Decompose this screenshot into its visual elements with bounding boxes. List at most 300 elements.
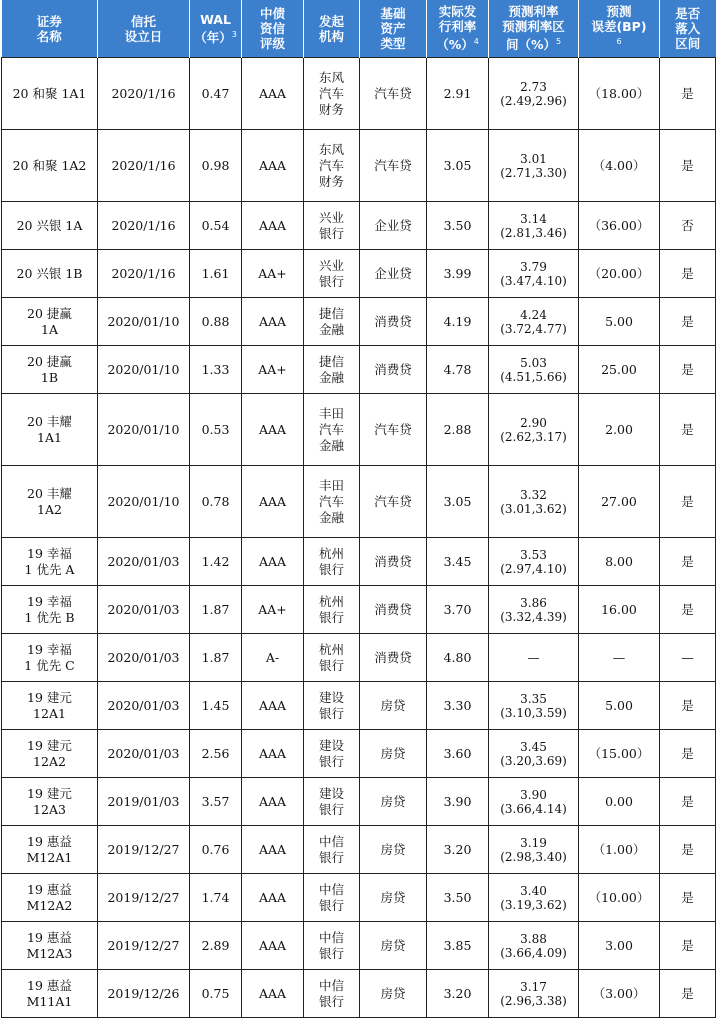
rating-cell — [242, 922, 304, 970]
actual-rate-text: 3.70 — [443, 601, 472, 617]
error-cell — [579, 466, 660, 538]
rating-text: AAA — [258, 745, 287, 761]
asset-type-cell — [360, 298, 427, 346]
forecast-rate-value: 3.40 — [520, 883, 547, 898]
wal-cell — [190, 394, 242, 466]
asset-type-cell — [360, 346, 427, 394]
actual-rate-text: 2.88 — [443, 421, 472, 437]
forecast-cell — [489, 538, 579, 586]
issuer-cell — [304, 826, 360, 874]
security-name-text: 20 兴银 1A — [16, 217, 83, 233]
issuer-text: 东风 汽车 财务 — [318, 69, 344, 117]
forecast-range-value: (3.66,4.09) — [500, 945, 567, 960]
error-text: 5.00 — [605, 313, 633, 329]
forecast-rate-value: 3.45 — [520, 739, 547, 754]
actual-rate-cell — [427, 826, 489, 874]
forecast-range-value: (3.32,4.39) — [500, 609, 567, 624]
table-row — [2, 730, 716, 778]
issuer-cell — [304, 634, 360, 682]
forecast-range-value: (2.71,3.30) — [500, 165, 567, 180]
forecast-range-value: (2.98,3.40) — [500, 849, 567, 864]
wal-cell — [190, 346, 242, 394]
security-name-text: 20 兴银 1B — [16, 265, 83, 281]
asset-type-cell — [360, 874, 427, 922]
in-range-text: 是 — [681, 745, 694, 761]
trust-date-cell — [98, 682, 190, 730]
in-range-text: 是 — [681, 889, 694, 905]
asset-type-text: 房贷 — [380, 793, 406, 809]
forecast-rate-value: 3.14 — [520, 211, 547, 226]
error-text: 25.00 — [601, 361, 637, 377]
forecast-cell — [489, 778, 579, 826]
in-range-cell — [660, 970, 716, 1018]
trust-date-text: 2020/1/16 — [111, 85, 176, 101]
security-name-cell — [2, 250, 98, 298]
security-name-cell — [2, 586, 98, 634]
actual-rate-cell — [427, 682, 489, 730]
actual-rate-text: 3.20 — [443, 985, 472, 1001]
issuer-text: 兴业 银行 — [318, 209, 344, 241]
security-name-cell — [2, 634, 98, 682]
table-row — [2, 130, 716, 202]
trust-date-text: 2019/12/27 — [107, 889, 180, 905]
error-cell — [579, 58, 660, 130]
rating-text: AAA — [258, 937, 287, 953]
wal-cell — [190, 586, 242, 634]
asset-type-text: 房贷 — [380, 841, 406, 857]
in-range-cell — [660, 874, 716, 922]
forecast-cell — [489, 130, 579, 202]
actual-rate-cell — [427, 970, 489, 1018]
issuer-text: 建设 银行 — [318, 785, 344, 817]
asset-type-cell — [360, 130, 427, 202]
trust-date-text: 2020/01/03 — [107, 745, 180, 761]
rating-cell — [242, 586, 304, 634]
in-range-cell — [660, 58, 716, 130]
forecast-rate-value: 2.90 — [520, 415, 547, 430]
actual-rate-cell — [427, 922, 489, 970]
issuer-text: 中信 银行 — [318, 881, 344, 913]
error-cell — [579, 778, 660, 826]
actual-rate-text: 3.50 — [443, 217, 472, 233]
table-row — [2, 634, 716, 682]
rating-text: AAA — [258, 421, 287, 437]
rating-cell — [242, 538, 304, 586]
in-range-cell — [660, 202, 716, 250]
rating-cell — [242, 970, 304, 1018]
trust-date-cell — [98, 970, 190, 1018]
security-name-text: 20 和聚 1A1 — [12, 85, 87, 101]
table-row — [2, 826, 716, 874]
forecast-cell — [489, 466, 579, 538]
security-name-text: 19 惠益 M12A2 — [26, 881, 73, 913]
header-actual-rate: 实际发 行利率 （%）$^4$ — [427, 0, 489, 58]
header-wal: WAL （年）$^3$ — [190, 0, 242, 58]
issuer-text: 杭州 银行 — [318, 641, 344, 673]
security-name-cell — [2, 466, 98, 538]
asset-type-cell — [360, 586, 427, 634]
wal-cell — [190, 130, 242, 202]
forecast-rate-value: — — [527, 650, 540, 665]
asset-type-text: 汽车贷 — [374, 85, 412, 101]
forecast-rate-value: 3.01 — [520, 151, 547, 166]
in-range-cell — [660, 922, 716, 970]
wal-cell — [190, 922, 242, 970]
in-range-text: 是 — [681, 985, 694, 1001]
error-cell — [579, 250, 660, 298]
wal-text: 0.78 — [201, 493, 230, 509]
rating-text: AAA — [258, 841, 287, 857]
forecast-rate-value: 3.86 — [520, 595, 547, 610]
table-row — [2, 682, 716, 730]
forecast-cell — [489, 730, 579, 778]
issuer-text: 建设 银行 — [318, 737, 344, 769]
actual-rate-text: 3.85 — [443, 937, 472, 953]
table-row — [2, 538, 716, 586]
wal-cell — [190, 730, 242, 778]
forecast-cell — [489, 634, 579, 682]
rating-text: AAA — [258, 889, 287, 905]
rating-text: AAA — [258, 793, 287, 809]
trust-date-cell — [98, 202, 190, 250]
trust-date-cell — [98, 634, 190, 682]
table-row — [2, 298, 716, 346]
asset-type-cell — [360, 634, 427, 682]
issuer-cell — [304, 58, 360, 130]
security-name-text: 20 捷赢 1A — [27, 305, 72, 337]
issuer-cell — [304, 730, 360, 778]
rating-cell — [242, 466, 304, 538]
actual-rate-cell — [427, 466, 489, 538]
issuer-cell — [304, 346, 360, 394]
actual-rate-text: 3.60 — [443, 745, 472, 761]
security-name-cell — [2, 202, 98, 250]
trust-date-text: 2020/1/16 — [111, 157, 176, 173]
asset-type-text: 房贷 — [380, 985, 406, 1001]
trust-date-text: 2020/1/16 — [111, 217, 176, 233]
asset-type-cell — [360, 778, 427, 826]
actual-rate-cell — [427, 730, 489, 778]
asset-type-text: 房贷 — [380, 745, 406, 761]
rating-cell — [242, 826, 304, 874]
issuer-text: 中信 银行 — [318, 977, 344, 1009]
issuer-cell — [304, 394, 360, 466]
error-text: （1.00） — [592, 841, 646, 857]
error-text: 5.00 — [605, 697, 633, 713]
issuer-text: 建设 银行 — [318, 689, 344, 721]
wal-text: 0.47 — [201, 85, 230, 101]
issuer-text: 丰田 汽车 金融 — [318, 405, 344, 453]
actual-rate-text: 3.20 — [443, 841, 472, 857]
error-text: — — [612, 649, 626, 665]
wal-text: 1.74 — [201, 889, 230, 905]
rating-text: AAA — [258, 217, 287, 233]
table-row — [2, 970, 716, 1018]
actual-rate-cell — [427, 634, 489, 682]
security-name-text: 19 惠益 M12A3 — [26, 929, 73, 961]
wal-cell — [190, 466, 242, 538]
rating-cell — [242, 394, 304, 466]
footnote-6: 6 — [616, 37, 622, 47]
asset-type-cell — [360, 682, 427, 730]
forecast-range-value: (4.51,5.66) — [500, 369, 567, 384]
wal-cell — [190, 298, 242, 346]
rating-text: AA+ — [258, 265, 287, 281]
in-range-text: 是 — [681, 421, 694, 437]
trust-date-cell — [98, 538, 190, 586]
issuer-cell — [304, 682, 360, 730]
header-rating: 中债 资信 评级 — [242, 0, 304, 58]
issuer-cell — [304, 250, 360, 298]
issuer-text: 兴业 银行 — [318, 257, 344, 289]
wal-cell — [190, 58, 242, 130]
security-name-cell — [2, 826, 98, 874]
header-row — [2, 0, 716, 58]
wal-text: 2.56 — [201, 745, 230, 761]
rating-text: AAA — [258, 697, 287, 713]
asset-type-text: 消费贷 — [374, 601, 412, 617]
issuer-cell — [304, 586, 360, 634]
wal-cell — [190, 250, 242, 298]
rating-cell — [242, 730, 304, 778]
header-issuer: 发起 机构 — [304, 0, 360, 58]
security-name-cell — [2, 394, 98, 466]
issuer-text: 东风 汽车 财务 — [318, 141, 344, 189]
in-range-cell — [660, 346, 716, 394]
in-range-text: — — [681, 649, 694, 665]
wal-text: 0.98 — [201, 157, 230, 173]
security-name-cell — [2, 298, 98, 346]
table-row — [2, 346, 716, 394]
wal-text: 1.33 — [201, 361, 230, 377]
rating-text: AAA — [258, 493, 287, 509]
error-text: （10.00） — [588, 889, 650, 905]
forecast-cell — [489, 922, 579, 970]
security-name-cell — [2, 538, 98, 586]
forecast-rate-value: 2.73 — [520, 79, 547, 94]
in-range-text: 是 — [681, 493, 694, 509]
table-row — [2, 778, 716, 826]
wal-text: 0.88 — [201, 313, 230, 329]
security-name-cell — [2, 874, 98, 922]
trust-date-text: 2020/01/10 — [107, 361, 180, 377]
error-cell — [579, 826, 660, 874]
in-range-cell — [660, 466, 716, 538]
in-range-cell — [660, 826, 716, 874]
security-name-cell — [2, 346, 98, 394]
header-in-range: 是否 落入 区间 — [660, 0, 716, 58]
in-range-text: 是 — [681, 265, 694, 281]
wal-cell — [190, 202, 242, 250]
actual-rate-cell — [427, 538, 489, 586]
asset-type-cell — [360, 466, 427, 538]
in-range-cell — [660, 130, 716, 202]
trust-date-text: 2020/01/10 — [107, 421, 180, 437]
table-row — [2, 250, 716, 298]
error-text: 16.00 — [601, 601, 637, 617]
asset-type-cell — [360, 538, 427, 586]
actual-rate-cell — [427, 58, 489, 130]
actual-rate-cell — [427, 130, 489, 202]
trust-date-cell — [98, 586, 190, 634]
error-text: 2.00 — [605, 421, 633, 437]
asset-type-cell — [360, 58, 427, 130]
security-name-text: 19 建元 12A3 — [27, 785, 72, 817]
forecast-range-value: (3.10,3.59) — [500, 705, 567, 720]
forecast-cell — [489, 970, 579, 1018]
header-forecast-rate: 预测利率 预测利率区 间（%）$^5$ — [489, 0, 579, 58]
asset-type-text: 房贷 — [380, 937, 406, 953]
forecast-range-value: (3.66,4.14) — [500, 801, 567, 816]
wal-text: 3.57 — [201, 793, 230, 809]
actual-rate-cell — [427, 202, 489, 250]
error-cell — [579, 730, 660, 778]
rating-text: AA+ — [258, 601, 287, 617]
error-text: （20.00） — [588, 265, 650, 281]
rating-cell — [242, 778, 304, 826]
asset-type-cell — [360, 250, 427, 298]
forecast-cell — [489, 682, 579, 730]
security-name-text: 19 惠益 M11A1 — [26, 977, 73, 1009]
forecast-table — [1, 0, 716, 1018]
asset-type-text: 企业贷 — [374, 217, 412, 233]
actual-rate-cell — [427, 586, 489, 634]
actual-rate-text: 3.05 — [443, 493, 472, 509]
security-name-text: 19 幸福 1 优先 A — [24, 545, 75, 577]
trust-date-text: 2020/01/03 — [107, 697, 180, 713]
forecast-range-value: (3.72,4.77) — [500, 321, 567, 336]
wal-text: 0.54 — [201, 217, 230, 233]
security-name-cell — [2, 130, 98, 202]
forecast-range-value: (2.97,4.10) — [500, 561, 567, 576]
actual-rate-cell — [427, 346, 489, 394]
issuer-text: 丰田 汽车 金融 — [318, 477, 344, 525]
forecast-range-value: (2.81,3.46) — [500, 225, 567, 240]
issuer-text: 中信 银行 — [318, 833, 344, 865]
rating-cell — [242, 298, 304, 346]
forecast-range-value: (3.20,3.69) — [500, 753, 567, 768]
table-row — [2, 202, 716, 250]
wal-cell — [190, 874, 242, 922]
table-row — [2, 58, 716, 130]
forecast-rate-value: 3.32 — [520, 487, 547, 502]
security-name-text: 20 和聚 1A2 — [12, 157, 87, 173]
security-name-cell — [2, 682, 98, 730]
in-range-text: 否 — [681, 217, 694, 233]
actual-rate-cell — [427, 394, 489, 466]
wal-text: 0.76 — [201, 841, 230, 857]
trust-date-cell — [98, 346, 190, 394]
in-range-cell — [660, 682, 716, 730]
error-text: （3.00） — [592, 985, 646, 1001]
in-range-cell — [660, 298, 716, 346]
issuer-text: 捷信 金融 — [318, 353, 344, 385]
table-row — [2, 394, 716, 466]
forecast-range-value: (2.96,3.38) — [500, 993, 567, 1008]
trust-date-text: 2020/01/03 — [107, 649, 180, 665]
error-text: 27.00 — [601, 493, 637, 509]
forecast-rate-value: 3.53 — [520, 547, 547, 562]
actual-rate-text: 3.50 — [443, 889, 472, 905]
trust-date-text: 2019/12/27 — [107, 937, 180, 953]
issuer-cell — [304, 538, 360, 586]
trust-date-cell — [98, 778, 190, 826]
in-range-cell — [660, 586, 716, 634]
security-name-cell — [2, 58, 98, 130]
actual-rate-text: 3.30 — [443, 697, 472, 713]
actual-rate-cell — [427, 778, 489, 826]
error-cell — [579, 202, 660, 250]
forecast-rate-value: 4.24 — [520, 307, 547, 322]
rating-text: AAA — [258, 553, 287, 569]
forecast-rate-value: 3.90 — [520, 787, 547, 802]
security-name-cell — [2, 730, 98, 778]
rating-cell — [242, 346, 304, 394]
asset-type-text: 汽车贷 — [374, 157, 412, 173]
forecast-cell — [489, 826, 579, 874]
wal-text: 0.75 — [201, 985, 230, 1001]
in-range-text: 是 — [681, 841, 694, 857]
trust-date-cell — [98, 922, 190, 970]
error-text: （4.00） — [592, 157, 646, 173]
table-row — [2, 586, 716, 634]
error-cell — [579, 874, 660, 922]
trust-date-text: 2020/1/16 — [111, 265, 176, 281]
asset-type-text: 汽车贷 — [374, 493, 412, 509]
issuer-text: 中信 银行 — [318, 929, 344, 961]
forecast-cell — [489, 346, 579, 394]
asset-type-text: 房贷 — [380, 889, 406, 905]
wal-text: 0.53 — [201, 421, 230, 437]
forecast-cell — [489, 874, 579, 922]
actual-rate-text: 3.45 — [443, 553, 472, 569]
forecast-cell — [489, 298, 579, 346]
trust-date-text: 2019/01/03 — [107, 793, 180, 809]
in-range-text: 是 — [681, 313, 694, 329]
asset-type-text: 消费贷 — [374, 361, 412, 377]
issuer-text: 杭州 银行 — [318, 545, 344, 577]
in-range-cell — [660, 394, 716, 466]
wal-text: 1.87 — [201, 601, 230, 617]
trust-date-cell — [98, 130, 190, 202]
actual-rate-cell — [427, 250, 489, 298]
footnote-4: 4 — [473, 37, 479, 47]
error-cell — [579, 634, 660, 682]
error-cell — [579, 538, 660, 586]
rating-cell — [242, 130, 304, 202]
asset-type-cell — [360, 730, 427, 778]
asset-type-cell — [360, 970, 427, 1018]
forecast-cell — [489, 250, 579, 298]
trust-date-text: 2019/12/27 — [107, 841, 180, 857]
header-forecast-error: 预测 误差(BP) $^6$ — [579, 0, 660, 58]
forecast-range-value: (2.62,3.17) — [500, 429, 567, 444]
error-cell — [579, 970, 660, 1018]
error-text: （36.00） — [588, 217, 650, 233]
rating-text: AAA — [258, 985, 287, 1001]
error-text: （15.00） — [588, 745, 650, 761]
trust-date-cell — [98, 730, 190, 778]
trust-date-cell — [98, 466, 190, 538]
wal-text: 1.42 — [201, 553, 230, 569]
forecast-rate-value: 3.19 — [520, 835, 547, 850]
in-range-cell — [660, 538, 716, 586]
forecast-cell — [489, 586, 579, 634]
wal-text: 2.89 — [201, 937, 230, 953]
security-name-text: 20 捷赢 1B — [27, 353, 72, 385]
actual-rate-text: 4.78 — [443, 361, 472, 377]
asset-type-cell — [360, 202, 427, 250]
